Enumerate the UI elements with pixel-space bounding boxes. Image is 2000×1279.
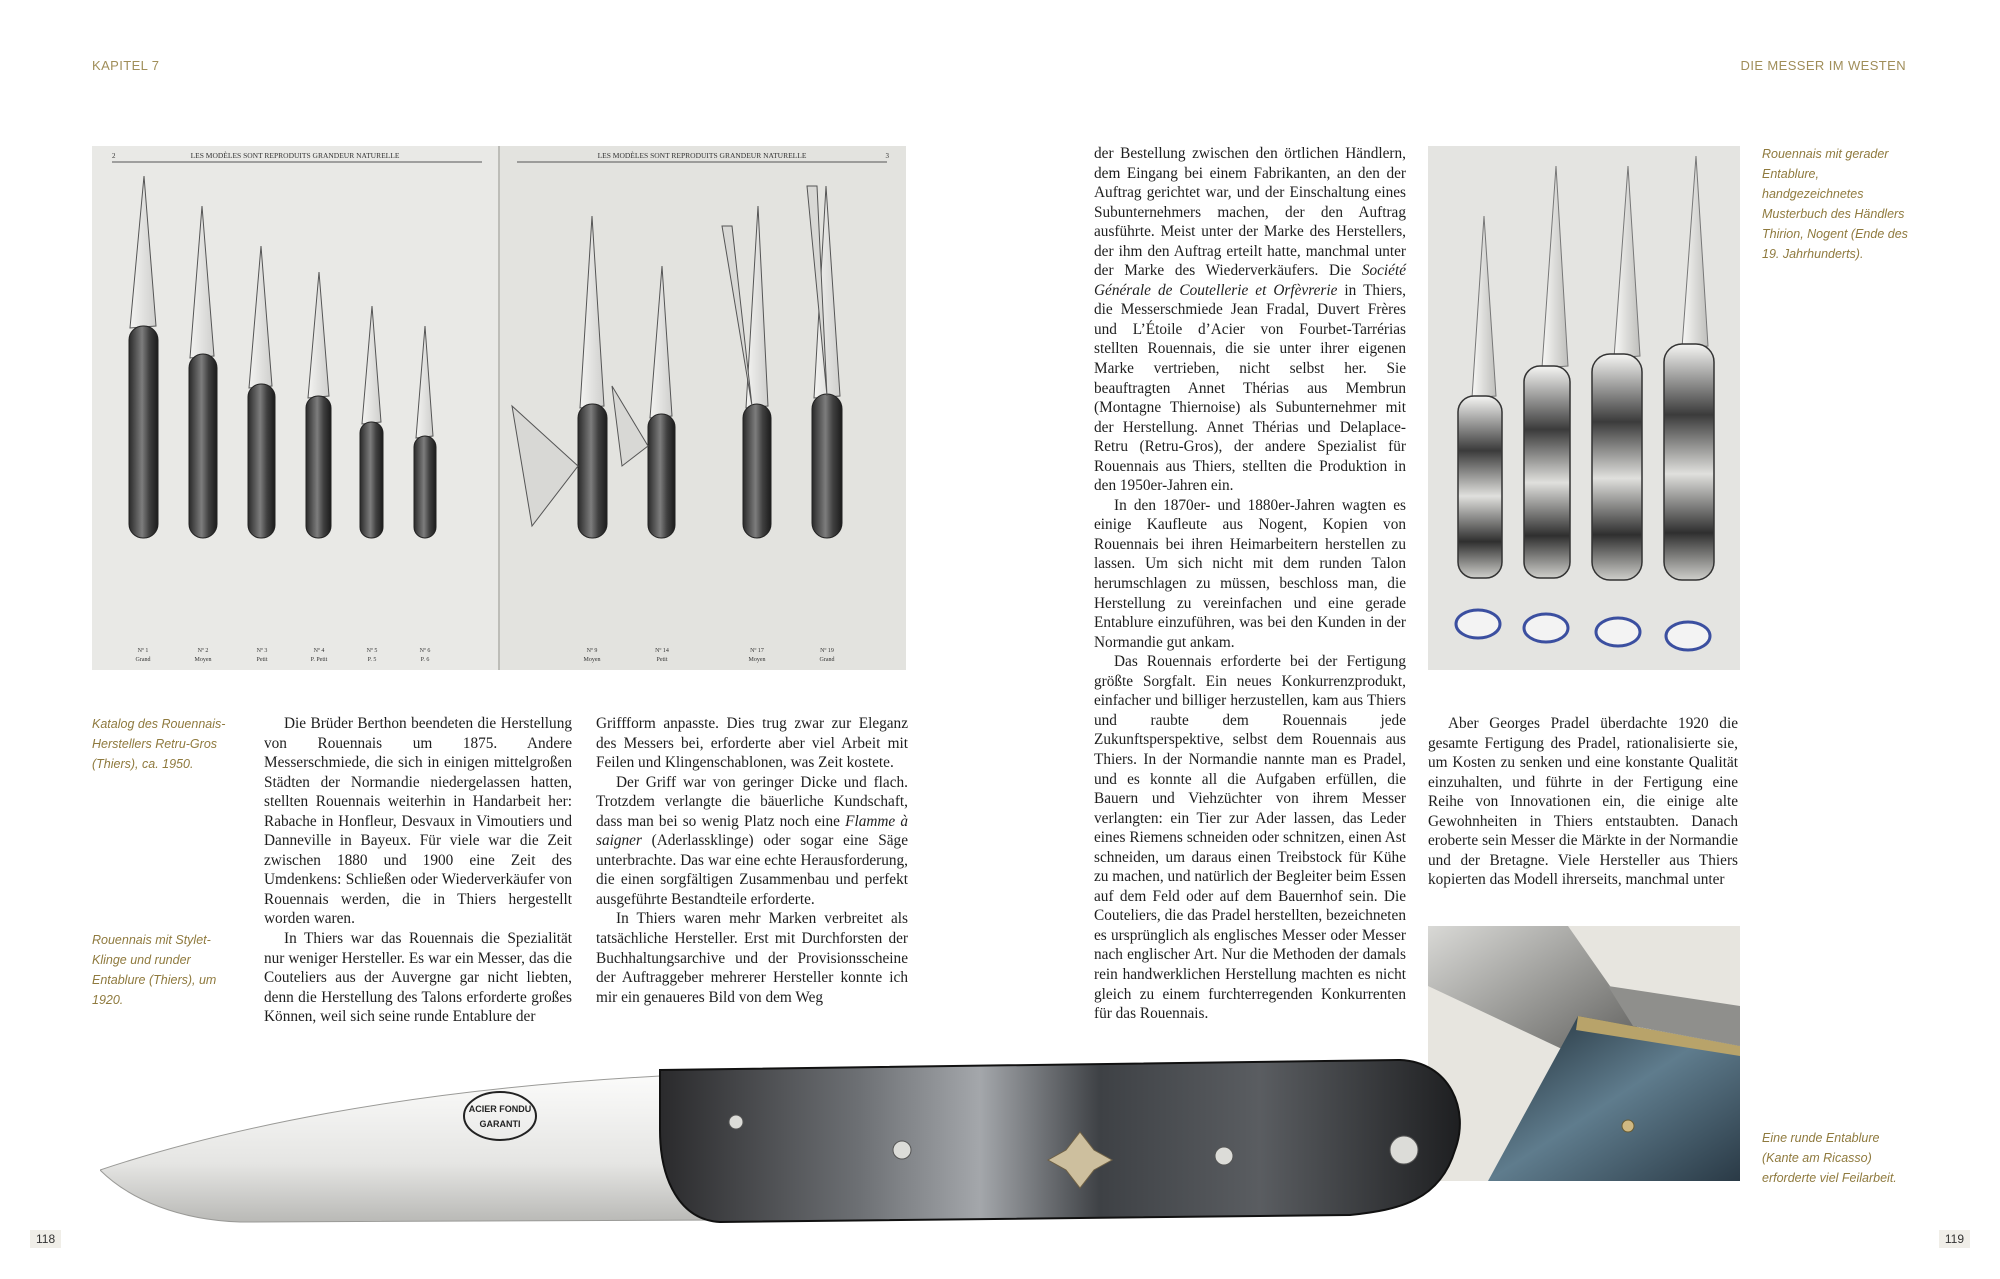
catalog-page-no-right: 3 (885, 152, 889, 160)
caption-thirion: Rouennais mit gerader Entablure, handgezeichnetes Musterbuch des Händlers Thirion, Nogent (Ende des 19. Jahrhunderts). (1762, 147, 1908, 261)
catalog-label-num: Nº 9 (586, 648, 598, 654)
catalog-label-size: Grand (135, 657, 151, 663)
catalog-label-num: Nº 4 (313, 648, 325, 654)
catalog-label-num: Nº 14 (655, 648, 669, 654)
paragraph (1094, 144, 1406, 496)
catalog-label-num: Nº 6 (419, 648, 431, 654)
catalog-page-no-left: 2 (112, 152, 116, 160)
paragraph: Griffform anpasste. Dies trug zwar zur Eleganz des Messers bei, erforderte aber viel Arbeit mit Feilen und Klingenschablonen, was Zeit kostete. (596, 715, 908, 772)
running-head-left: KAPITEL 7 (92, 58, 160, 73)
catalog-label-num: Nº 5 (366, 648, 378, 654)
text-run: Der Griff war von geringer Dicke und flach. Trotzdem verlangte die bäuerliche Kundschaft, dass man bei so wenig Platz noch eine (596, 773, 908, 830)
paragraph (596, 773, 908, 910)
text-run-italic: Flamme à saigner (596, 812, 908, 850)
catalog-label-num: Nº 17 (750, 648, 764, 654)
catalog-label-num: Nº 19 (820, 648, 834, 654)
catalog-label-num: Nº 2 (197, 648, 209, 654)
catalog-label-size: Moyen (583, 657, 601, 663)
pattern-knife-1 (1456, 216, 1502, 638)
paragraph: Die Brüder Berthon beendeten die Herstellung von Rouennais um 1875. Andere Messerschmiede, die sich in einigen mittelgroßen Städten der Normandie niedergelassen hatten, stellten Rouennais weiterhin in Handarbeit her: Rabache in Honfleur, Desvaux in Vimoutiers und Danneville in Bayeux. Für viele war die Zeit zwischen 1880 und 1900 eine Zeit des Umdenkens: Schließen oder Wiederverkäufer von Rouennais werden, die in Thiers hergestellt worden waren. (264, 715, 572, 928)
pattern-knife-3 (1592, 166, 1642, 646)
catalog-heading-right: LES MODÈLES SONT REPRODUITS GRANDEUR NATURELLE (597, 151, 807, 160)
blade-stamp-line2: GARANTI (479, 1119, 521, 1129)
running-head-right: DIE MESSER IM WESTEN (1740, 58, 1906, 73)
catalog-label-num: Nº 3 (256, 648, 268, 654)
catalog-label-size: Petit (656, 657, 668, 663)
paragraph: In den 1870er- und 1880er-Jahren wagten es einige Kaufleute aus Nogent, Kopien von Rouennais bei ihren Heimarbeitern herstellen zu lassen. Um sich nicht mit dem runden Talon herumschlagen zu müssen, beschloss man, die Herstellung zu vereinfachen und eine gerade Entablure einzuführen, was bei den Kunden in der Normandie gut ankam. (1094, 496, 1406, 651)
catalog-heading-left: LES MODÈLES SONT REPRODUITS GRANDEUR NATURELLE (190, 151, 400, 160)
pattern-knife-4 (1664, 156, 1714, 650)
rouennais-stylet-knife-image (100, 1050, 1470, 1240)
catalog-label-size: Grand (819, 657, 835, 663)
text-run: (Aderlassklinge) oder sogar eine Säge unterbrachte. Das war eine echte Herausforderung, die einen sorgfältigen Zusammenbau und perfekt ausgeführte Bestandteile erforderte. (596, 832, 908, 908)
text-column-2 (596, 714, 908, 1007)
catalog-label-size: P. 6 (420, 657, 430, 663)
caption-catalog: Katalog des Rouennais-Herstellers Retru-Gros (Thiers), ca. 1950. (92, 717, 226, 771)
paragraph: In Thiers war das Rouennais die Spezialität nur weniger Hersteller. Es war ein Messer, das die Couteliers aus der Auvergne gar nicht liebten, denn die Herstellung des Talons erforderte großes Können, weil sich seine runde Entablure der (264, 930, 572, 1026)
blade-stamp-line1: ACIER FONDU (468, 1104, 532, 1114)
text-run: in Thiers, die Messerschmiede Jean Fradal, Duvert Frères und L’Étoile d’Acier von Fourbet-Tarrérias stellten Rouennais, die sie unter ihrer eigenen Marke vertrieben, nicht selbst her. Sie beauftragten Annet Thérias aus Membrun (Montagne Thiernoise) als Subunternehmer mit der Herstellung. Annet Thérias und Delaplace-Retru (Retru-Gros), der andere Spezialist für Rouennais aus Thiers, stellten die Produktion in den 1950er-Jahren ein. (1094, 281, 1406, 495)
text-column-1 (264, 714, 572, 1027)
catalog-label-size: P. 5 (367, 657, 377, 663)
paragraph: Das Rouennais erforderte bei der Fertigung größte Sorgfalt. Ein neues Konkurrenzprodukt, einfacher und billiger herzustellen, kam aus Thiers und raubte dem Rouennais jede Zukunftsperspektive, selbst dem Rouennais aus Thiers. In der Normandie nannte man es Pradel, und es konnte all die Aufgaben erfüllen, die Bauern und Viehzüchter von ihrem Messer verlangten: ein Tier zur Ader lassen, das Leder eines Riemens schneiden oder schnitzen, einen Ast schneiden, um daraus einen Treibstock für Kühe zu machen, und natürlich der Begleiter beim Essen auf dem Feld oder auf dem Bauernhof sein. Die Couteliers, die das Pradel herstellten, bezeichneten es ursprünglich als englisches Messer oder Messer nach englischer Art. Nur die Methoden der damals rein handwerklichen Herstellung machten es nicht gleich zu einem furchterregenden Konkurrenten für das Rouennais. (1094, 653, 1406, 1023)
page-number-right: 119 (1939, 1230, 1970, 1248)
caption-stylet: Rouennais mit Stylet-Klinge und runder Entablure (Thiers), um 1920. (92, 933, 217, 1007)
catalog-label-size: Moyen (194, 657, 212, 663)
pattern-knife-2 (1524, 166, 1570, 642)
catalog-image (92, 146, 906, 670)
catalog-label-size: Petit (256, 657, 268, 663)
text-run-italic: Société Générale de Coutellerie et Orfèvrerie (1094, 262, 1406, 299)
page-number-left: 118 (30, 1230, 61, 1248)
catalog-label-num: Nº 1 (137, 648, 149, 654)
text-column-4 (1428, 714, 1738, 890)
catalog-label-size: P. Petit (310, 657, 328, 663)
text-run: der Bestellung zwischen den örtlichen Händlern, dem Eingang bei einem Fabrikanten, an den der Auftrag gerichtet war, und der Einschaltung eines Subunternehmers machen, der den Auftrag ausführte. Meist unter der Marke des Herstellers, der ihm den Auftrag erteilt hatte, manchmal unter der Marke des Wiederverkäufers. Die (1094, 145, 1406, 280)
paragraph: Aber Georges Pradel überdachte 1920 die gesamte Fertigung des Pradel, rationalisierte sie, um Kosten zu senken und eine konstante Qualität einzuhalten, und führte in der Fertigung eine Reihe von Innovationen ein, die einige alte Gewohnheiten in Thiers entstaubten. Danach eroberte sein Messer die Märkte in der Normandie und der Bretagne. Viele Hersteller aus Thiers kopierten das Modell ihrerseits, manchmal unter (1428, 715, 1738, 889)
entablure-closeup-image (1428, 926, 1740, 1181)
caption-entablure: Eine runde Entablure (Kante am Ricasso) erforderte viel Feilarbeit. (1762, 1131, 1897, 1185)
text-column-3 (1094, 144, 1406, 1024)
catalog-label-size: Moyen (748, 657, 766, 663)
paragraph: In Thiers waren mehr Marken verbreitet als tatsächliche Hersteller. Erst mit Durchforsten der Buchhaltungsarchive und der Provisionsscheine der Auftraggeber mehrerer Hersteller konnte ich mir ein genaueres Bild von dem Weg (596, 910, 908, 1006)
thirion-pattern-image (1428, 146, 1740, 670)
